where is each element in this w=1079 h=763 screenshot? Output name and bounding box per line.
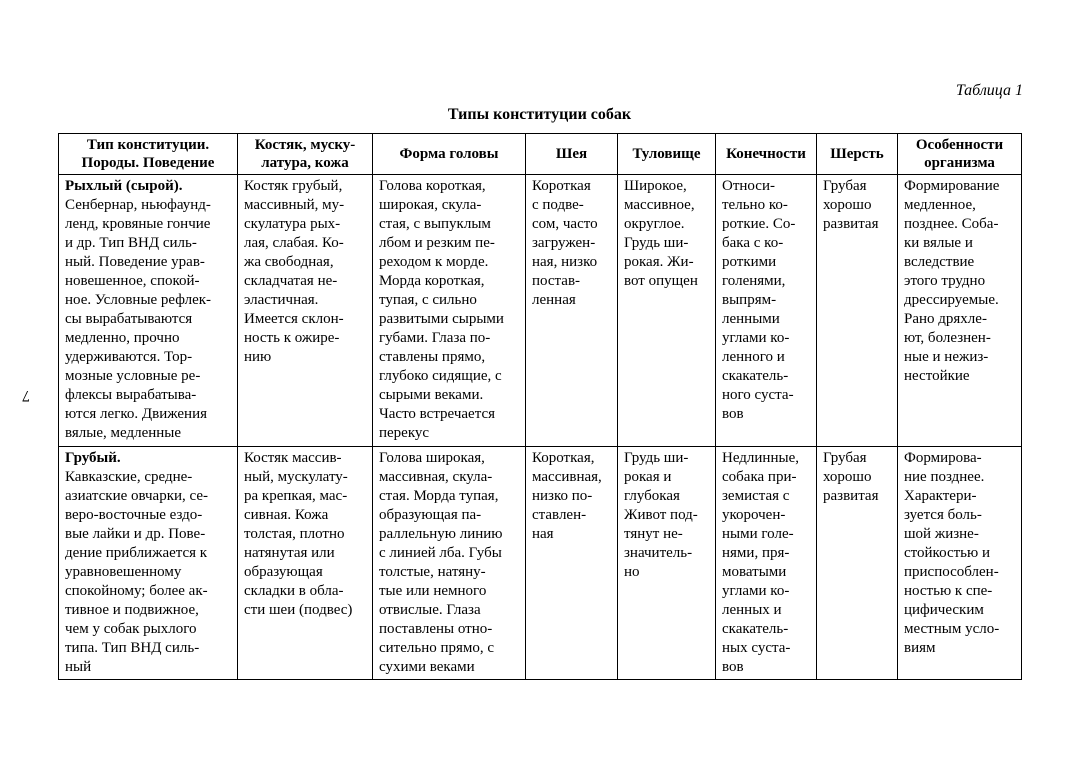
cell-body: Широкое, массивное, округлое. Грудь ши- рокая. Жи- вот опущен bbox=[618, 175, 716, 447]
type-text: Сенбернар, ньюфаунд- ленд, кровяные гончие и др. Тип ВНД силь- ный. Поведение урав- новешенное, спокой- ное. Условные рефлек- сы вырабатываются медленно, прочно удерживаются. Тор- мозные условные ре- флексы вырабатыва- ются легко. Движения вялые, медленные bbox=[65, 197, 212, 441]
cell-skeleton: Костяк грубый, массивный, му- скулатура рых- лая, слабая. Ко- жа свободная, складчатая не- эластичная. Имеется склон- ность к ожире- нию bbox=[238, 175, 373, 447]
type-title: Грубый. bbox=[65, 450, 121, 466]
table-title: Типы конституции собак bbox=[447, 106, 632, 123]
cell-head: Голова широкая, массивная, скула- стая. Морда тупая, образующая па- раллельную линию с линией лба. Губы толстые, натяну- тые или немного отвислые. Глаза поставлены отно- сительно прямо, с сухими веками bbox=[373, 447, 526, 680]
type-text: Кавказские, средне- азиатские овчарки, се- веро-восточные ездо- вые лайки и др. Пове- дение приближается к уравновешенному спокойному; более ак- тивное и подвижное, чем у собак рыхлого типа. Тип ВНД силь- ный bbox=[65, 469, 209, 675]
cell-coat: Грубая хорошо развитая bbox=[817, 175, 898, 447]
table-caption: Таблица 1 bbox=[955, 82, 1023, 99]
cell-limbs: Относи- тельно ко- роткие. Со- бака с ко- роткими голенями, выпрям- ленными углами ко- ленного и скакатель- ного суста- вов bbox=[716, 175, 817, 447]
header-skeleton: Костяк, муску- латура, кожа bbox=[238, 134, 373, 175]
header-limbs: Конечности bbox=[716, 134, 817, 175]
header-features: Особенности организма bbox=[898, 134, 1022, 175]
cell-neck: Короткая, массивная, низко по- ставлен- ная bbox=[526, 447, 618, 680]
header-coat: Шерсть bbox=[817, 134, 898, 175]
cell-neck: Короткая с подве- сом, часто загружен- ная, низко постав- ленная bbox=[526, 175, 618, 447]
cell-skeleton: Костяк массив- ный, мускулату- ра крепкая, мас- сивная. Кожа толстая, плотно натянутая или образующая складки в обла- сти шеи (подвес) bbox=[238, 447, 373, 680]
header-head: Форма головы bbox=[373, 134, 526, 175]
constitution-types-table bbox=[58, 133, 1022, 680]
cell-limbs: Недлинные, собака при- земистая с укорочен- ными голе- нями, пря- моватыми углами ко- ленных и скакатель- ных суста- вов bbox=[716, 447, 817, 680]
cell-body: Грудь ши- рокая и глубокая Живот под- тянут не- значитель- но bbox=[618, 447, 716, 680]
cell-head: Голова короткая, широкая, скула- стая, с выпуклым лбом и резким пе- реходом к морде. Морда короткая, тупая, с сильно развитыми сырыми губами. Глаза по- ставлены прямо, глубоко сидящие, с сырыми веками. Часто встречается перекус bbox=[373, 175, 526, 447]
cell-features: Формирова- ние позднее. Характери- зуется боль- шой жизне- стойкостью и приспособлен- ностью к спе- цифическим местным усло- виям bbox=[898, 447, 1022, 680]
header-neck: Шея bbox=[526, 134, 618, 175]
type-title: Рыхлый (сырой). bbox=[65, 178, 183, 194]
table-row bbox=[59, 447, 1022, 680]
cell-type bbox=[59, 175, 238, 447]
table-header-row bbox=[59, 134, 1022, 175]
header-type: Тип конституции. Породы. Поведение bbox=[59, 134, 238, 175]
cell-coat: Грубая хорошо развитая bbox=[817, 447, 898, 680]
table-row bbox=[59, 175, 1022, 447]
cell-type bbox=[59, 447, 238, 680]
page-number: 7 bbox=[22, 387, 30, 404]
cell-features: Формирование медленное, позднее. Соба- ки вялые и вследствие этого трудно дрессируемые. Рано дряхле- ют, болезнен- ные и нежиз- нестойкие bbox=[898, 175, 1022, 447]
header-body: Туловище bbox=[618, 134, 716, 175]
